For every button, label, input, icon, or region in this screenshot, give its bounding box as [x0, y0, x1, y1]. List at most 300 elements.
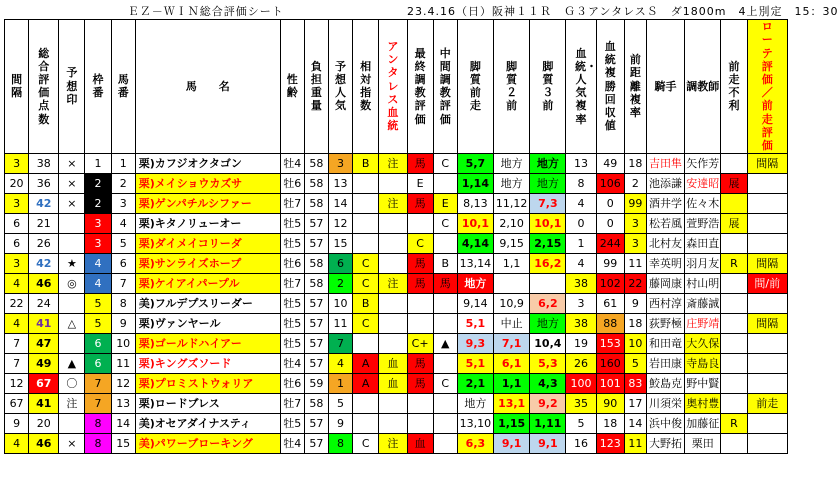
cell-number: 3 [111, 194, 135, 214]
cell-mid-training [433, 174, 457, 194]
cell-gate: 7 [85, 374, 111, 394]
cell-number: 1 [111, 154, 135, 174]
cell-rotation [747, 214, 787, 234]
cell-rotation: 間/前 [747, 274, 787, 294]
cell-jockey: 荻野極 [646, 314, 684, 334]
cell-interval: 3 [5, 254, 29, 274]
cell-bloodline-rate: 5 [566, 414, 596, 434]
cell-style-3-back: 地方 [530, 314, 566, 334]
cell-mark: × [59, 434, 85, 454]
cell-relative-index: B [353, 154, 379, 174]
cell-interval: 20 [5, 174, 29, 194]
cell-jockey: 和田竜 [646, 334, 684, 354]
cell-trouble [721, 354, 747, 374]
cell-weight: 57 [304, 214, 328, 234]
cell-mark: ★ [59, 254, 85, 274]
cell-popularity: 10 [328, 294, 352, 314]
cell-bloodline-return: 102 [596, 274, 624, 294]
cell-sex-age: 牡4 [280, 434, 304, 454]
cell-bloodline-mark: 注 [379, 154, 407, 174]
cell-interval: 4 [5, 274, 29, 294]
cell-final-training: 馬 [407, 154, 433, 174]
cell-popularity: 13 [328, 174, 352, 194]
cell-weight: 57 [304, 414, 328, 434]
cell-trainer: 安達昭 [685, 174, 721, 194]
cell-trainer: 野中賢 [685, 374, 721, 394]
cell-mark: 〇 [59, 374, 85, 394]
cell-weight: 57 [304, 294, 328, 314]
cell-weight: 58 [304, 194, 328, 214]
cell-number: 10 [111, 334, 135, 354]
cell-gate: 6 [85, 334, 111, 354]
cell-distance-rate: 11 [624, 434, 646, 454]
cell-rotation: 前走 [747, 394, 787, 414]
cell-popularity: 12 [328, 214, 352, 234]
cell-distance-rate: 2 [624, 174, 646, 194]
cell-style-2-back: 9,1 [494, 434, 530, 454]
table-row[interactable] [5, 234, 788, 254]
cell-name: 栗)メイショウカズサ [135, 174, 280, 194]
cell-bloodline-mark [379, 294, 407, 314]
cell-style-2-back: 1,1 [494, 374, 530, 394]
cell-jockey: 西村淳 [646, 294, 684, 314]
cell-mark: ▲ [59, 354, 85, 374]
header-style-2-back: 脚質２前 [494, 20, 530, 154]
cell-score: 41 [29, 314, 59, 334]
cell-weight: 58 [304, 254, 328, 274]
cell-popularity: 11 [328, 314, 352, 334]
cell-mid-training: 馬 [433, 274, 457, 294]
cell-distance-rate: 99 [624, 194, 646, 214]
cell-name: 栗)ヴァンヤール [135, 314, 280, 334]
cell-rotation [747, 414, 787, 434]
cell-bloodline-rate: 38 [566, 314, 596, 334]
cell-distance-rate: 83 [624, 374, 646, 394]
cell-trouble [721, 274, 747, 294]
cell-trouble: 展 [721, 174, 747, 194]
cell-mid-training [433, 434, 457, 454]
cell-popularity: 14 [328, 194, 352, 214]
cell-style-3-back: 6,2 [530, 294, 566, 314]
cell-jockey: 鮫島克 [646, 374, 684, 394]
cell-style-2-back: 1,1 [494, 254, 530, 274]
cell-final-training: 馬 [407, 254, 433, 274]
cell-bloodline-rate: 38 [566, 274, 596, 294]
cell-bloodline-mark: 注 [379, 274, 407, 294]
header-rotation-eval: ローテ評価／前走評価 [747, 20, 787, 154]
cell-bloodline-rate: 16 [566, 434, 596, 454]
header-trainer: 調教師 [685, 20, 721, 154]
cell-mark: × [59, 154, 85, 174]
cell-style-last: 5,7 [457, 154, 493, 174]
table-row[interactable] [5, 414, 788, 434]
cell-jockey: 幸英明 [646, 254, 684, 274]
table-row[interactable] [5, 334, 788, 354]
cell-gate: 2 [85, 194, 111, 214]
cell-sex-age: 牡4 [280, 154, 304, 174]
cell-jockey: 藤岡康 [646, 274, 684, 294]
cell-bloodline-rate: 3 [566, 294, 596, 314]
cell-rotation [747, 234, 787, 254]
cell-bloodline-mark [379, 334, 407, 354]
cell-final-training: 馬 [407, 274, 433, 294]
cell-sex-age: 牡6 [280, 374, 304, 394]
cell-weight: 57 [304, 314, 328, 334]
cell-distance-rate: 11 [624, 254, 646, 274]
cell-bloodline-rate: 4 [566, 194, 596, 214]
cell-weight: 59 [304, 374, 328, 394]
cell-score: 46 [29, 434, 59, 454]
cell-style-3-back: 2,15 [530, 234, 566, 254]
header-bloodline-rate: 血統・人気複率 [566, 20, 596, 154]
cell-bloodline-return: 0 [596, 194, 624, 214]
cell-name: 栗)ケイアイパープル [135, 274, 280, 294]
cell-distance-rate: 14 [624, 414, 646, 434]
cell-style-2-back: 地方 [494, 174, 530, 194]
cell-bloodline-mark [379, 394, 407, 414]
cell-bloodline-return: 0 [596, 214, 624, 234]
cell-trainer: 森田直 [685, 234, 721, 254]
cell-distance-rate: 3 [624, 234, 646, 254]
cell-style-2-back: 10,9 [494, 294, 530, 314]
cell-trainer: 加藤征 [685, 414, 721, 434]
cell-jockey: 浜中俊 [646, 414, 684, 434]
header-final-training: 最終調教評価 [407, 20, 433, 154]
title-row [5, 4, 788, 20]
cell-bloodline-rate: 100 [566, 374, 596, 394]
cell-trouble: 展 [721, 214, 747, 234]
cell-popularity: 1 [328, 374, 352, 394]
header-horse-name: 馬 名 [135, 20, 280, 154]
header-style-3-back: 脚質３前 [530, 20, 566, 154]
cell-distance-rate: 17 [624, 394, 646, 414]
cell-name: 栗)ロードブレス [135, 394, 280, 414]
cell-score: 21 [29, 214, 59, 234]
cell-mark: × [59, 194, 85, 214]
cell-final-training: 馬 [407, 194, 433, 214]
table-row[interactable] [5, 274, 788, 294]
cell-trainer: 萱野浩 [685, 214, 721, 234]
cell-style-3-back: 地方 [530, 174, 566, 194]
cell-number: 5 [111, 234, 135, 254]
cell-weight: 57 [304, 334, 328, 354]
cell-style-last: 1,14 [457, 174, 493, 194]
cell-sex-age: 牡4 [280, 354, 304, 374]
cell-name: 栗)キングズソード [135, 354, 280, 374]
header-jockey: 騎手 [646, 20, 684, 154]
cell-distance-rate: 22 [624, 274, 646, 294]
cell-bloodline-return: 49 [596, 154, 624, 174]
cell-mid-training [433, 294, 457, 314]
cell-gate: 4 [85, 254, 111, 274]
cell-popularity: 15 [328, 234, 352, 254]
cell-distance-rate: 10 [624, 334, 646, 354]
cell-style-last: 13,14 [457, 254, 493, 274]
cell-name: 栗)プロミストウォリア [135, 374, 280, 394]
cell-bloodline-return: 61 [596, 294, 624, 314]
cell-final-training: 馬 [407, 374, 433, 394]
cell-trouble [721, 434, 747, 454]
cell-rotation: 間隔 [747, 314, 787, 334]
cell-interval: 7 [5, 334, 29, 354]
table-row[interactable] [5, 314, 788, 334]
table-row[interactable] [5, 154, 788, 174]
cell-interval: 3 [5, 194, 29, 214]
cell-number: 13 [111, 394, 135, 414]
table-row[interactable] [5, 354, 788, 374]
cell-relative-index [353, 334, 379, 354]
cell-style-last: 9,14 [457, 294, 493, 314]
cell-mid-training: ▲ [433, 334, 457, 354]
header-mid-training: 中間調教評価 [433, 20, 457, 154]
cell-number: 4 [111, 214, 135, 234]
cell-relative-index [353, 234, 379, 254]
cell-relative-index: C [353, 274, 379, 294]
cell-bloodline-return: 153 [596, 334, 624, 354]
cell-style-3-back: 10,4 [530, 334, 566, 354]
cell-style-3-back: 9,1 [530, 434, 566, 454]
cell-interval: 67 [5, 394, 29, 414]
cell-number: 6 [111, 254, 135, 274]
cell-jockey: 北村友 [646, 234, 684, 254]
cell-gate: 8 [85, 434, 111, 454]
cell-score: 67 [29, 374, 59, 394]
cell-style-2-back: 9,15 [494, 234, 530, 254]
cell-final-training: C+ [407, 334, 433, 354]
cell-bloodline-mark [379, 234, 407, 254]
cell-gate: 1 [85, 154, 111, 174]
cell-style-2-back: 中止 [494, 314, 530, 334]
cell-name: 美)フルデプスリーダー [135, 294, 280, 314]
cell-style-3-back: 10,1 [530, 214, 566, 234]
cell-relative-index: A [353, 374, 379, 394]
cell-bloodline-mark: 注 [379, 194, 407, 214]
cell-trouble [721, 194, 747, 214]
cell-distance-rate: 5 [624, 354, 646, 374]
cell-score: 46 [29, 274, 59, 294]
cell-score: 36 [29, 174, 59, 194]
table-row[interactable] [5, 434, 788, 454]
cell-bloodline-mark [379, 174, 407, 194]
cell-popularity: 2 [328, 274, 352, 294]
cell-final-training: 馬 [407, 354, 433, 374]
cell-style-last: 13,10 [457, 414, 493, 434]
cell-sex-age: 牡5 [280, 294, 304, 314]
cell-number: 9 [111, 314, 135, 334]
cell-distance-rate: 3 [624, 214, 646, 234]
cell-score: 41 [29, 394, 59, 414]
cell-gate: 5 [85, 314, 111, 334]
cell-bloodline-rate: 0 [566, 214, 596, 234]
table-row[interactable] [5, 374, 788, 394]
cell-trouble [721, 334, 747, 354]
cell-bloodline-rate: 26 [566, 354, 596, 374]
cell-rotation [747, 354, 787, 374]
cell-trainer: 大久保 [685, 334, 721, 354]
cell-popularity: 9 [328, 414, 352, 434]
cell-style-last: 6,3 [457, 434, 493, 454]
cell-gate: 6 [85, 354, 111, 374]
cell-bloodline-return: 123 [596, 434, 624, 454]
cell-relative-index [353, 214, 379, 234]
cell-final-training [407, 414, 433, 434]
cell-style-2-back: 1,15 [494, 414, 530, 434]
cell-style-last: 2,1 [457, 374, 493, 394]
cell-number: 14 [111, 414, 135, 434]
cell-weight: 57 [304, 234, 328, 254]
cell-popularity: 4 [328, 354, 352, 374]
cell-trainer: 栗田 [685, 434, 721, 454]
cell-mid-training [433, 234, 457, 254]
cell-score: 49 [29, 354, 59, 374]
cell-rotation [747, 374, 787, 394]
cell-trouble [721, 314, 747, 334]
cell-style-2-back: 13,1 [494, 394, 530, 414]
header-total-score: 総合評価点数 [29, 20, 59, 154]
cell-weight: 58 [304, 274, 328, 294]
cell-interval: 4 [5, 314, 29, 334]
cell-trainer: 斎藤誠 [685, 294, 721, 314]
cell-relative-index: B [353, 294, 379, 314]
cell-trainer: 寺島良 [685, 354, 721, 374]
table-row[interactable] [5, 254, 788, 274]
cell-popularity: 5 [328, 394, 352, 414]
cell-jockey: 大野拓 [646, 434, 684, 454]
cell-mid-training [433, 394, 457, 414]
cell-mark [59, 214, 85, 234]
cell-gate: 7 [85, 394, 111, 414]
cell-interval: 6 [5, 234, 29, 254]
cell-style-2-back: 2,10 [494, 214, 530, 234]
cell-bloodline-return: 99 [596, 254, 624, 274]
cell-relative-index: C [353, 254, 379, 274]
cell-score: 24 [29, 294, 59, 314]
cell-style-3-back: 地方 [530, 154, 566, 174]
cell-mid-training: C [433, 374, 457, 394]
cell-style-last: 5,1 [457, 354, 493, 374]
cell-score: 42 [29, 254, 59, 274]
cell-popularity: 7 [328, 334, 352, 354]
cell-name: 栗)ゴールドハイアー [135, 334, 280, 354]
cell-style-3-back: 7,3 [530, 194, 566, 214]
cell-style-2-back: 6,1 [494, 354, 530, 374]
cell-final-training [407, 294, 433, 314]
cell-relative-index: A [353, 354, 379, 374]
cell-sex-age: 牡7 [280, 194, 304, 214]
cell-gate: 3 [85, 234, 111, 254]
table-row[interactable] [5, 294, 788, 314]
table-row[interactable] [5, 394, 788, 414]
cell-bloodline-return: 18 [596, 414, 624, 434]
cell-style-last: 9,3 [457, 334, 493, 354]
cell-distance-rate: 18 [624, 154, 646, 174]
cell-name: 栗)サンライズホープ [135, 254, 280, 274]
table-row[interactable] [5, 174, 788, 194]
cell-score: 38 [29, 154, 59, 174]
cell-sex-age: 牡6 [280, 254, 304, 274]
cell-style-2-back: 地方 [494, 274, 530, 294]
cell-rotation [747, 294, 787, 314]
header-gate-number: 枠番 [85, 20, 111, 154]
cell-weight: 58 [304, 394, 328, 414]
cell-bloodline-return: 88 [596, 314, 624, 334]
cell-bloodline-rate: 19 [566, 334, 596, 354]
cell-mid-training: C [433, 154, 457, 174]
race-info: 23.4.16（日）阪神１１Ｒ Ｇ３アンタレスＳ ダ1800m 4上別定 15：30 [407, 5, 839, 18]
evaluation-sheet [4, 4, 839, 454]
cell-bloodline-mark: 血 [379, 354, 407, 374]
cell-distance-rate: 9 [624, 294, 646, 314]
cell-weight: 58 [304, 174, 328, 194]
cell-bloodline-mark [379, 414, 407, 434]
cell-style-2-back: 地方 [494, 154, 530, 174]
cell-style-3-back: 5,3 [530, 354, 566, 374]
cell-bloodline-mark [379, 254, 407, 274]
cell-mark [59, 334, 85, 354]
cell-mid-training: C [433, 214, 457, 234]
cell-style-3-back: 4,3 [530, 374, 566, 394]
header-interval: 間隔 [5, 20, 29, 154]
cell-popularity: 6 [328, 254, 352, 274]
cell-gate: 5 [85, 294, 111, 314]
cell-interval: 7 [5, 354, 29, 374]
cell-name: 美)パワーブローキング [135, 434, 280, 454]
cell-number: 7 [111, 274, 135, 294]
cell-number: 12 [111, 374, 135, 394]
table-row[interactable] [5, 194, 788, 214]
cell-number: 2 [111, 174, 135, 194]
cell-bloodline-rate: 4 [566, 254, 596, 274]
cell-mark: ◎ [59, 274, 85, 294]
cell-bloodline-rate: 8 [566, 174, 596, 194]
cell-score: 26 [29, 234, 59, 254]
cell-jockey: 松若風 [646, 214, 684, 234]
cell-style-2-back: 7,1 [494, 334, 530, 354]
cell-interval: 9 [5, 414, 29, 434]
header-last-race-trouble: 前走不利 [721, 20, 747, 154]
cell-weight: 58 [304, 154, 328, 174]
cell-score: 20 [29, 414, 59, 434]
header-prev-distance-rate: 前距離複率 [624, 20, 646, 154]
header-bloodline-return: 血統複勝回収値 [596, 20, 624, 154]
cell-mid-training [433, 414, 457, 434]
header-prediction-mark: 予想印 [59, 20, 85, 154]
cell-mid-training [433, 314, 457, 334]
cell-relative-index [353, 174, 379, 194]
cell-name: 栗)ゲンパチルシファー [135, 194, 280, 214]
header-antares-bloodline: アンタレス血統 [379, 20, 407, 154]
cell-relative-index: C [353, 434, 379, 454]
cell-mark [59, 294, 85, 314]
cell-bloodline-return: 101 [596, 374, 624, 394]
cell-jockey: 岩田康 [646, 354, 684, 374]
cell-style-last: 5,1 [457, 314, 493, 334]
cell-interval: 22 [5, 294, 29, 314]
header-horse-number: 馬番 [111, 20, 135, 154]
cell-final-training: E [407, 174, 433, 194]
cell-relative-index: C [353, 314, 379, 334]
sheet-name: ＥＺ－ＷＩＮ総合評価シート [5, 4, 408, 20]
table-row[interactable] [5, 214, 788, 234]
cell-style-last: 地方 [457, 274, 493, 294]
cell-trouble: R [721, 414, 747, 434]
cell-number: 11 [111, 354, 135, 374]
cell-jockey: 池添謙 [646, 174, 684, 194]
cell-jockey: 川須栄 [646, 394, 684, 414]
cell-interval: 12 [5, 374, 29, 394]
cell-bloodline-rate: 35 [566, 394, 596, 414]
cell-bloodline-return: 244 [596, 234, 624, 254]
